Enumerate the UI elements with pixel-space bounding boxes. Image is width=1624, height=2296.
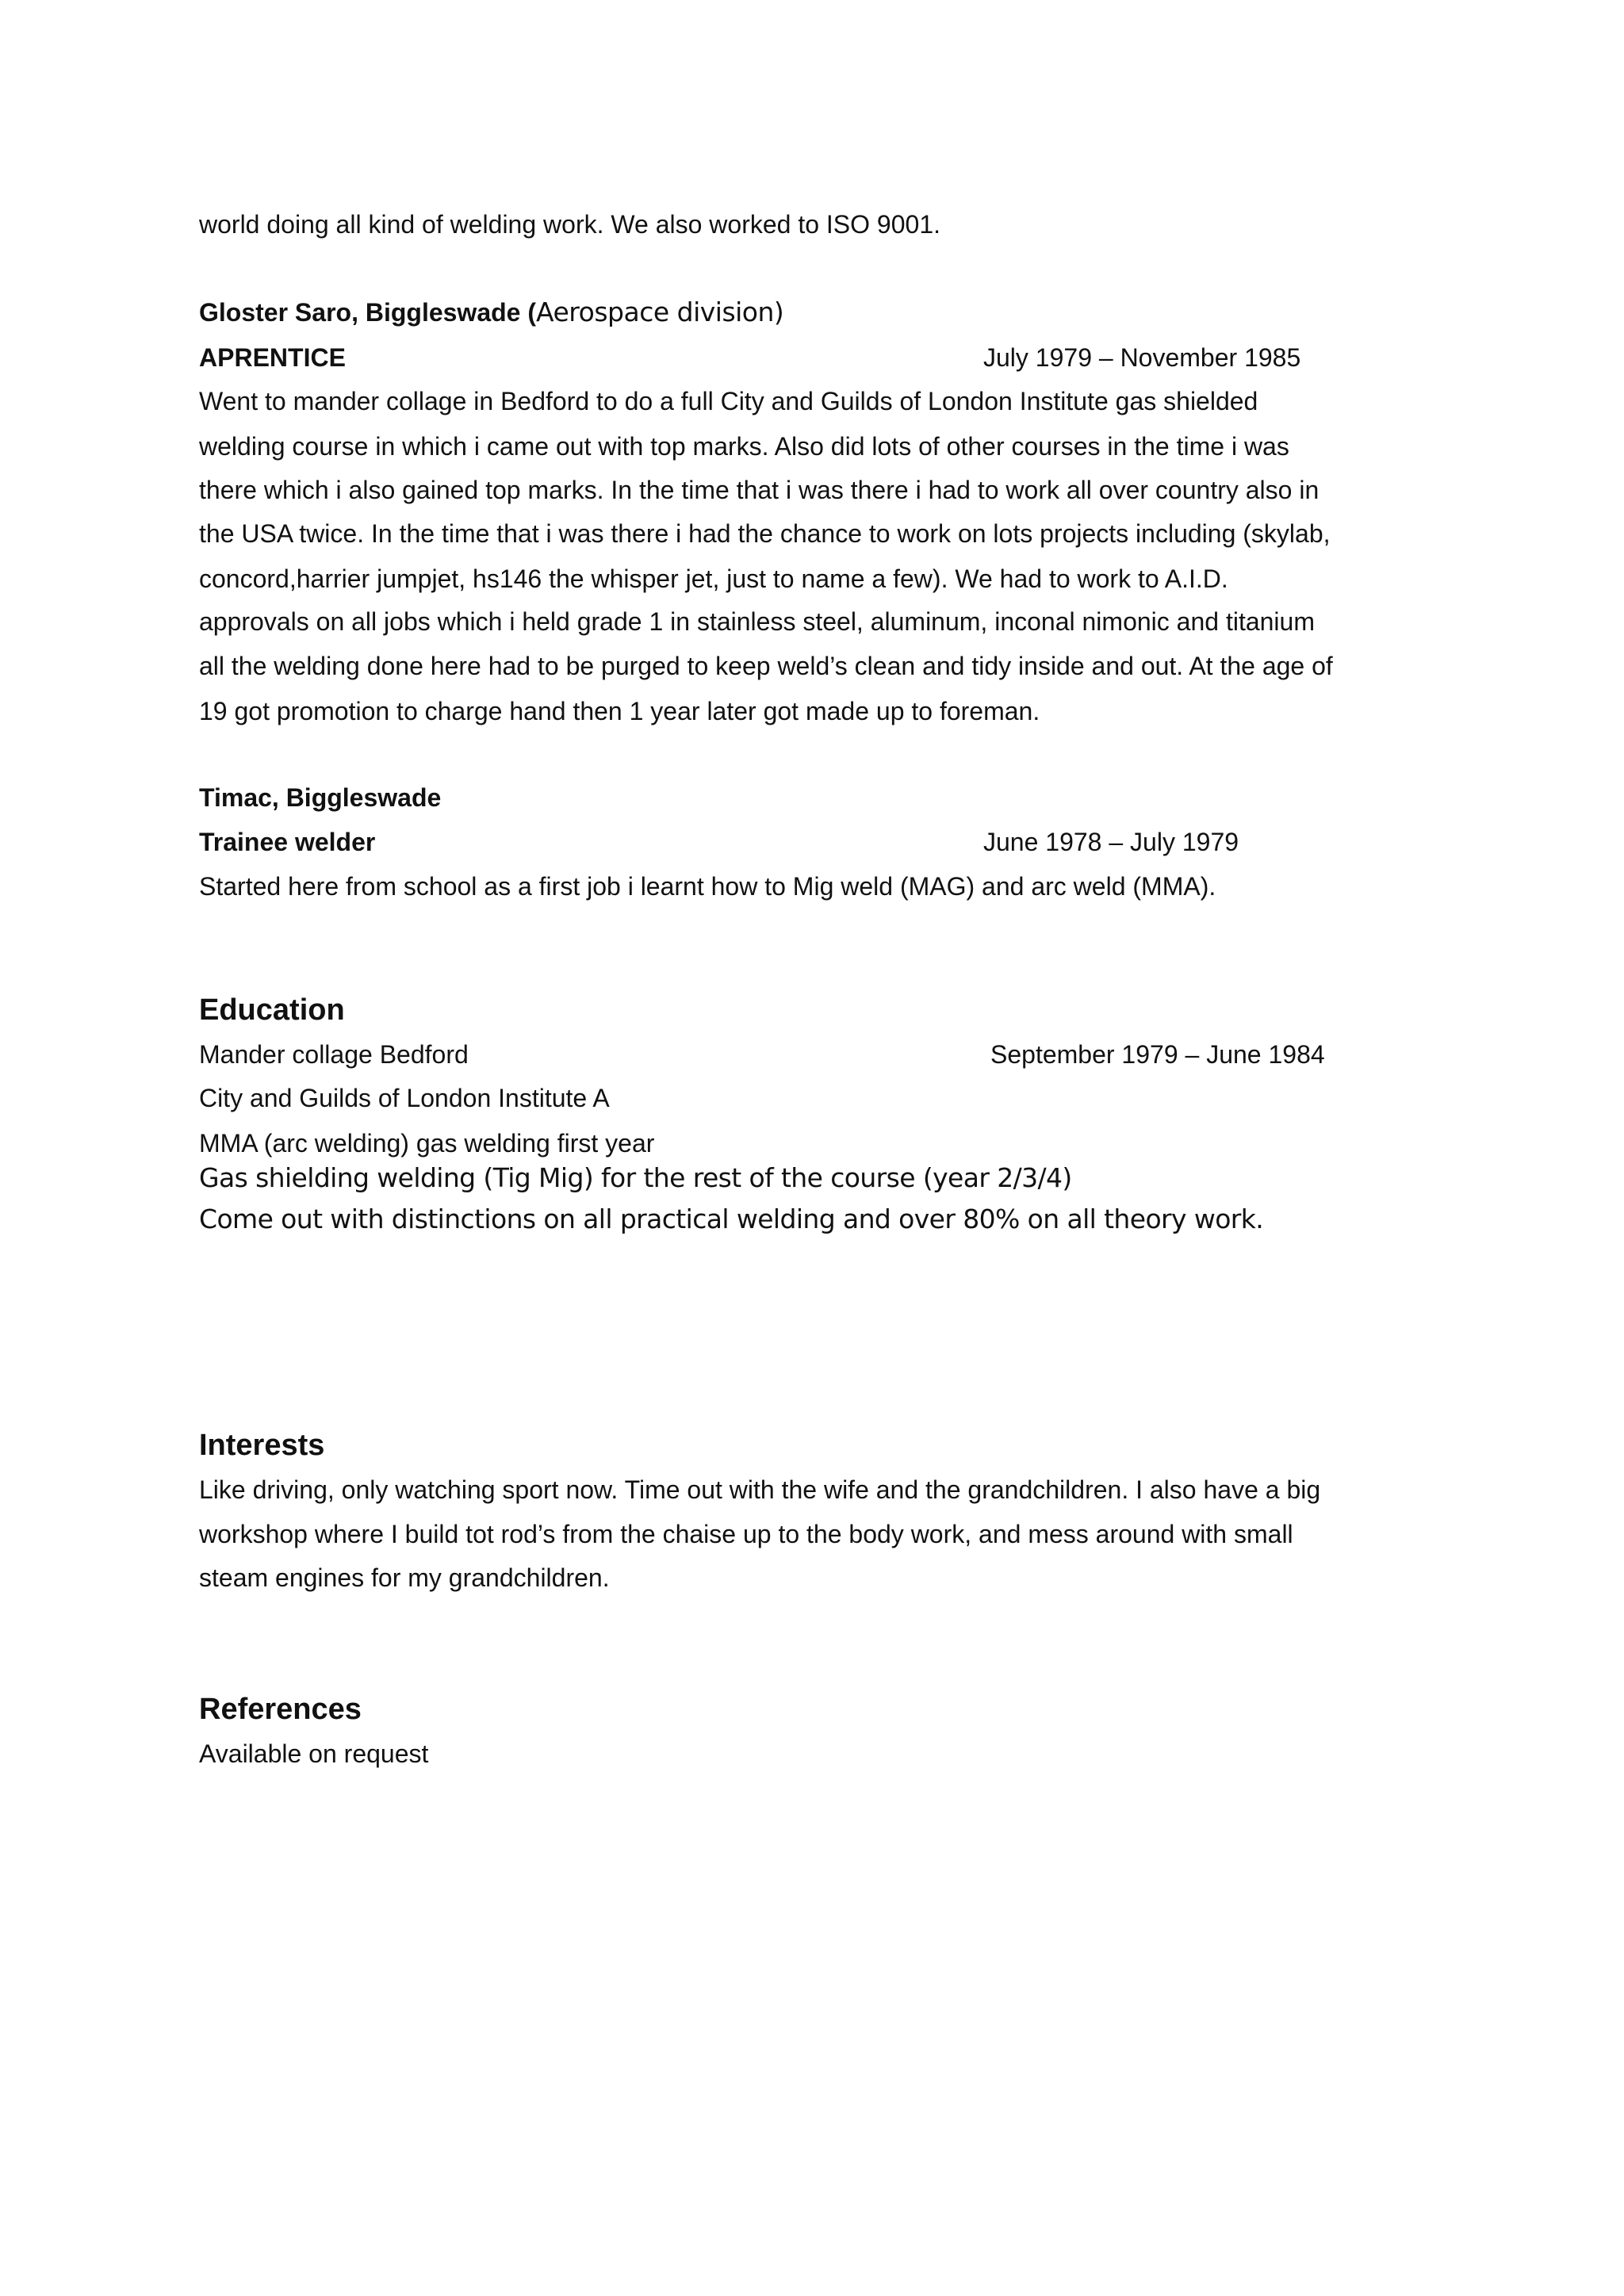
education-line: Come out with distinctions on all practical welding and over 80% on all theory work. (199, 1203, 1264, 1234)
job-description-line: all the welding done here had to be purged to keep weld’s clean and tidy inside and out. At the age of (199, 652, 1333, 680)
job-company-name: Gloster Saro, Biggleswade ( (199, 298, 536, 327)
job-description-line: the USA twice. In the time that i was there i had the chance to work on lots projects including (skylab, (199, 519, 1331, 548)
education-line: MMA (arc welding) gas welding first year (199, 1129, 655, 1158)
job-company-note: Aerospace division) (536, 297, 784, 327)
interests-heading: Interests (199, 1429, 325, 1462)
education-line: Gas shielding welding (Tig Mig) for the rest of the course (year 2/3/4) (199, 1162, 1072, 1193)
job-description-line: approvals on all jobs which i held grade 1 in stainless steel, aluminum, inconal nimonic and titanium (199, 607, 1315, 636)
education-heading: Education (199, 993, 345, 1027)
education-school: Mander collage Bedford (199, 1040, 469, 1069)
job-dates-trainee: June 1978 – July 1979 (983, 828, 1239, 856)
education-line: City and Guilds of London Institute A (199, 1084, 610, 1112)
job-role-apprentice: APRENTICE (199, 343, 346, 372)
job-description-line: welding course in which i came out with top marks. Also did lots of other courses in the time i was (199, 432, 1289, 461)
job-role-trainee: Trainee welder (199, 828, 376, 856)
job-description-line: concord,harrier jumpjet, hs146 the whisper jet, just to name a few). We had to work to A.I.D. (199, 564, 1228, 593)
job-company-gloster (199, 297, 783, 327)
job-dates-apprentice: July 1979 – November 1985 (983, 343, 1301, 372)
interests-line: steam engines for my grandchildren. (199, 1563, 610, 1592)
job-description-line: 19 got promotion to charge hand then 1 year later got made up to foreman. (199, 697, 1040, 725)
job-description-line: Went to mander collage in Bedford to do a full City and Guilds of London Institute gas shielded (199, 387, 1258, 415)
interests-line: workshop where I build tot rod’s from the chaise up to the body work, and mess around with small (199, 1520, 1293, 1548)
intro-line: world doing all kind of welding work. We also worked to ISO 9001. (199, 210, 940, 239)
interests-line: Like driving, only watching sport now. Time out with the wife and the grandchildren. I also have a big (199, 1475, 1321, 1504)
job-company-timac: Timac, Biggleswade (199, 783, 442, 812)
education-dates: September 1979 – June 1984 (990, 1040, 1325, 1069)
job-description-line: Started here from school as a first job i learnt how to Mig weld (MAG) and arc weld (MMA). (199, 872, 1216, 901)
references-text: Available on request (199, 1739, 429, 1768)
job-description-line: there which i also gained top marks. In the time that i was there i had to work all over country also in (199, 476, 1320, 504)
references-heading: References (199, 1693, 362, 1726)
